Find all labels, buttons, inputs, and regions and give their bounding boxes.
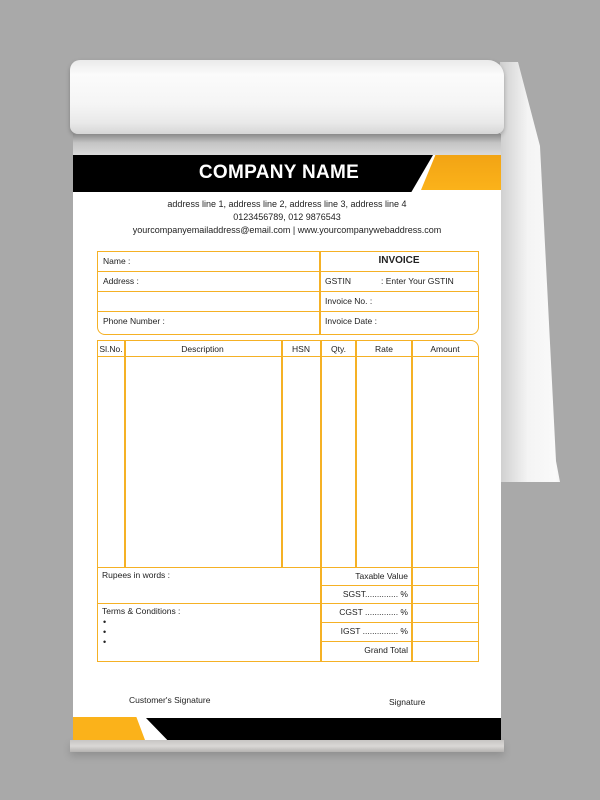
col-divider [411,341,413,661]
terms-label: Terms & Conditions : [102,606,181,616]
footer-yellow-accent [73,717,145,740]
taxable-value-label: Taxable Value [355,571,408,581]
items-table [97,340,479,662]
col-header-hsn: HSN [292,344,310,354]
pad-stack-edge [70,740,504,752]
name-label: Name : [103,256,131,266]
customer-signature-label: Customer's Signature [129,695,211,705]
sgst-label: SGST.............. % [342,589,408,599]
company-name [73,162,501,184]
summary-divider [321,585,479,586]
col-header-slno: Sl.No. [99,344,123,354]
grand-total-label: Grand Total [364,645,408,655]
invoice-no-label: Invoice No. : [325,296,373,306]
customer-info-box [97,251,479,335]
company-phones: 0123456789, 012 9876543 [233,212,341,222]
col-header-description: Description [181,344,224,354]
terms-bullet: • [103,637,107,647]
phone-label: Phone Number : [103,316,165,326]
invoice-date-label: Invoice Date : [325,316,377,326]
terms-bullet: • [103,617,107,627]
signature-label: Signature [389,697,426,707]
col-header-qty: Qty. [331,344,346,354]
info-row-address [98,272,478,292]
col-divider [281,341,283,567]
terms-bullet: • [103,627,107,637]
summary-top-border [98,567,478,568]
gstin-label: GSTIN [325,276,351,286]
footer-black-band [146,718,501,740]
summary-divider [98,603,478,604]
summary-divider [321,622,479,623]
col-header-amount: Amount [430,344,460,354]
col-header-rate: Rate [375,344,393,354]
company-email-web: yourcompanyemailaddress@email.com | www.yourcompanywebaddress.com [132,225,442,235]
items-table-header [98,341,478,357]
info-row-phone [98,312,478,332]
company-name-text: COMPANY NAME [198,162,360,183]
cgst-label: CGST .............. % [339,607,408,617]
company-address: address line 1, address line 2, address line 3, address line 4 [167,199,407,209]
gstin-value[interactable]: : Enter Your GSTIN [381,276,454,286]
info-row-address-2 [98,292,478,312]
rolled-sheet [70,60,504,134]
roll-shadow [73,134,501,156]
invoice-title: INVOICE [378,255,420,266]
address-label: Address : [103,276,139,286]
info-row-name [98,252,478,272]
rupees-in-words-label: Rupees in words : [102,570,171,580]
col-divider [355,341,357,567]
invoice-page [73,155,501,740]
igst-label: IGST ............... % [340,626,408,636]
col-divider [124,341,126,567]
summary-divider [321,641,479,642]
